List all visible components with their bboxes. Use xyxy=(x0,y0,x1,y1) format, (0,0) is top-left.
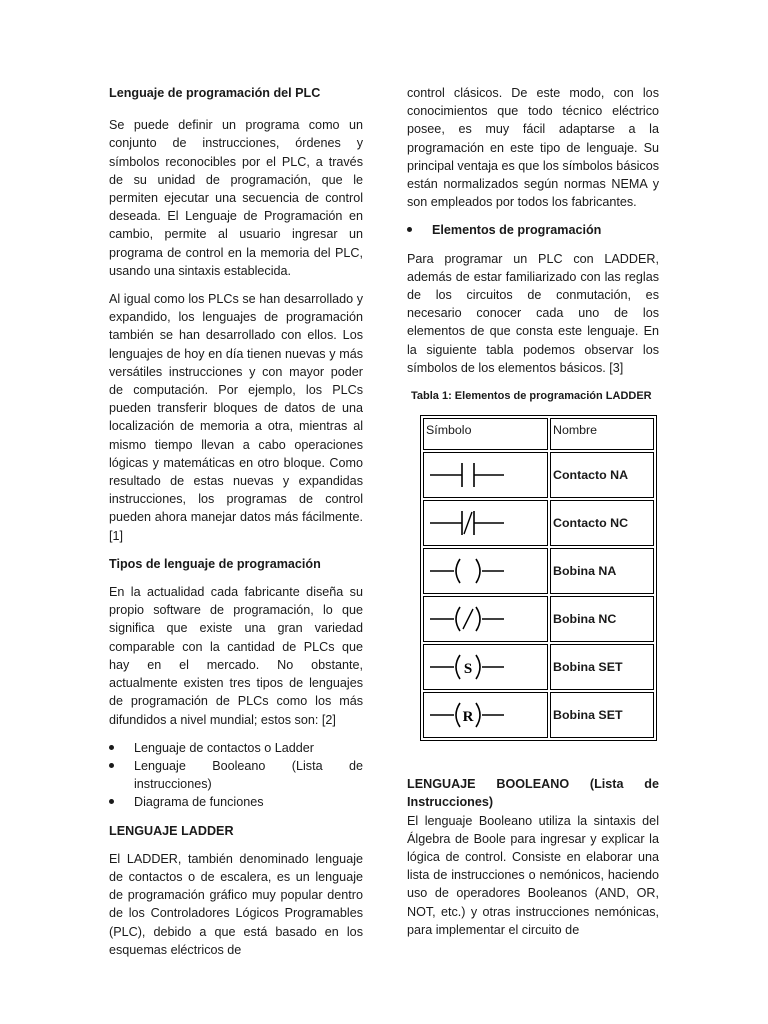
coil-set-letter: S xyxy=(463,661,473,678)
section-title-boolean: LENGUAJE BOOLEANO (Lista de xyxy=(407,777,659,792)
list-item: Lenguaje Booleano (Lista de instrucciones) xyxy=(109,757,363,793)
list-item: Diagrama de funciones xyxy=(109,793,363,811)
paragraph-programming-elements: Para programar un PLC con LADDER, además de estar familiarizado con las reglas de los circuitos de conmutación, es necesario conocer cada uno de los elementos de que consta este lenguaje. En la siguiente tabla podemos observar los símbolos de los elementos básicos. [3] xyxy=(407,251,659,375)
table-row xyxy=(423,452,654,498)
section-title-ladder: LENGUAJE LADDER xyxy=(109,823,234,838)
table-header-name: Nombre xyxy=(550,418,654,450)
coil-reset-letter: R xyxy=(462,709,474,726)
programming-elements-list xyxy=(407,221,659,239)
language-types-list xyxy=(109,739,363,812)
coil-set-icon xyxy=(424,645,543,689)
table-header-symbol: Símbolo xyxy=(423,418,548,450)
list-item-programming-elements: Elementos de programación xyxy=(407,221,659,239)
coil-nc-icon xyxy=(424,597,543,641)
table-row xyxy=(423,548,654,594)
table-cell-name: Bobina NC xyxy=(550,596,654,642)
list-item: Lenguaje de contactos o Ladder xyxy=(109,739,363,757)
paragraph-program-definition: Se puede definir un programa como un conjunto de instrucciones, órdenes y símbolos reconocibles por el PLC, a través de su unidad de programación, que le permiten ejecutar una secuencia de control deseada. El Lenguaje de Programación en cambio, permite al usuario ingresar un programa de control en la memoria del PLC, usando una sintaxis establecida. xyxy=(109,118,363,278)
paragraph-ladder-continued: control clásicos. De este modo, con los conocimientos que todo técnico eléctrico posee, es muy fácil adaptarse a la programación en este tipo de lenguaje. Su principal ventaja es que los símbolos básicos están normalizados según normas NEMA y son empleados por todos los fabricantes. xyxy=(407,86,660,210)
section-title-boolean-line2: Instrucciones) xyxy=(407,795,494,810)
section-title-language-types: Tipos de lenguaje de programación xyxy=(109,556,321,571)
table-row xyxy=(423,692,654,738)
table-cell-name: Bobina SET xyxy=(550,692,654,738)
contact-na-icon xyxy=(424,453,543,497)
table-cell-name: Contacto NC xyxy=(550,500,654,546)
contact-nc-icon xyxy=(424,501,543,545)
table-row xyxy=(423,644,654,690)
paragraph-manufacturers: En la actualidad cada fabricante diseña su propio software de programación, lo que significa que existe una gran variedad comparable con la cantidad de PLCs que hay en el mercado. No obstante, actualmente existen tres tipos de lenguajes de programación de PLCs como los más difundidos a nivel mundial; estos son: [2] xyxy=(109,585,363,727)
left-column xyxy=(109,84,363,969)
coil-reset-icon xyxy=(424,693,543,737)
table-cell-name: Bobina NA xyxy=(550,548,654,594)
paragraph-boolean-language: El lenguaje Booleano utiliza la sintaxis del Álgebra de Boole para ingresar y explicar la lógica de control. Consiste en elaborar una lista de instrucciones o nemónicos, haciendo uso de operadores Booleanos (AND, OR, NOT, etc.) y otras instrucciones nemónicas, para implementar el circuito de xyxy=(407,813,659,937)
table-row xyxy=(423,596,654,642)
table-cell-name: Bobina SET xyxy=(550,644,654,690)
coil-na-icon xyxy=(424,549,543,593)
section-title-plc-language: Lenguaje de programación del PLC xyxy=(109,86,321,100)
table-cell-name: Contacto NA xyxy=(550,452,654,498)
table-header-row xyxy=(423,418,654,450)
table-row xyxy=(423,500,654,546)
table-caption: Tabla 1: Elementos de programación LADDER xyxy=(411,390,652,403)
paragraph-ladder-intro: El LADDER, también denominado lenguaje de contactos o de escalera, es un lenguaje de programación gráfico muy popular dentro de los Controladores Lógicos Programables (PLC), debido a que está basado en los esquemas eléctricos de xyxy=(109,851,363,957)
ladder-elements-table xyxy=(420,415,657,741)
paragraph-language-evolution: Al igual como los PLCs se han desarrollado y expandido, los lenguajes de programación también se han desarrollado con ellos. Los lenguajes de hoy en día tienen nuevas y más versátiles instrucciones y con mayor poder de computación. Por ejemplo, los PLCs pueden transferir bloques de datos de una localización de memoria a otra, mientras al mismo tiempo llevan a cabo operaciones lógicas y matemáticas en otro bloque. Como resultado de estas nuevas y expandidas instrucciones, los programas de control pueden ahora manejar datos más fácilmente. [1] xyxy=(109,292,363,543)
right-column xyxy=(407,84,659,949)
